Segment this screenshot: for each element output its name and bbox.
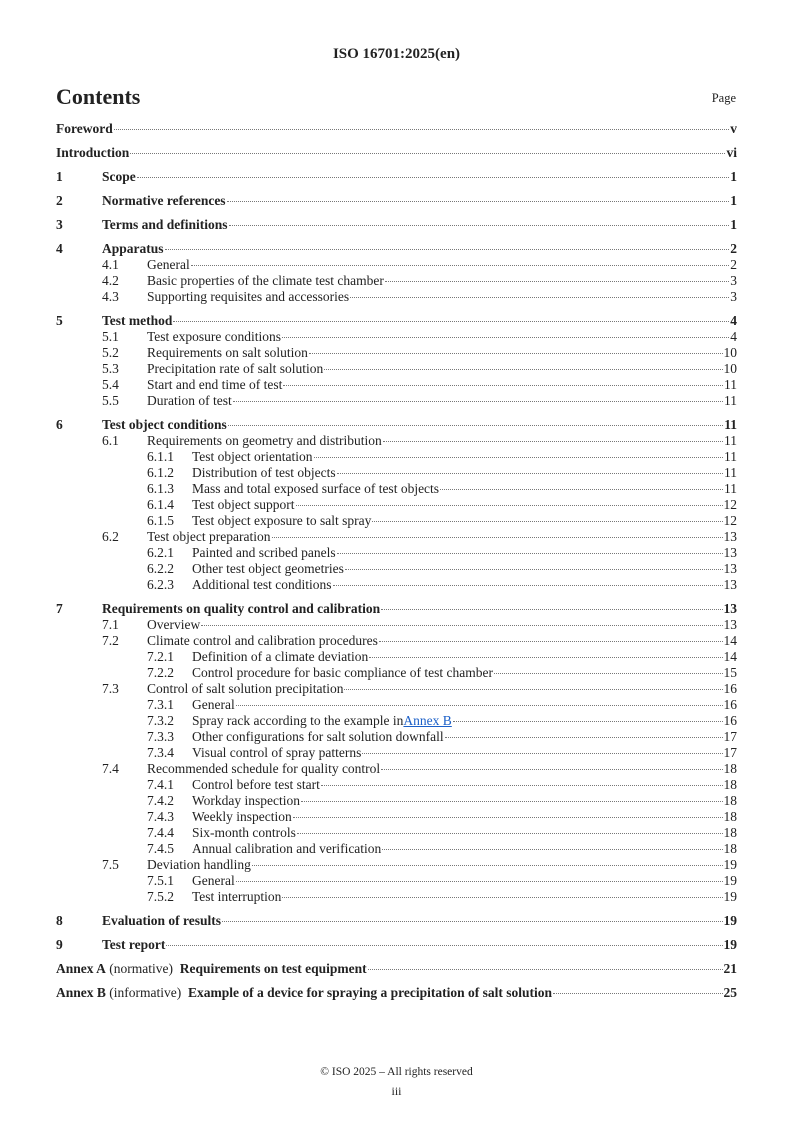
toc-number: 7.3.3: [147, 729, 174, 744]
dot-leader: [166, 945, 722, 946]
toc-entry[interactable]: [56, 665, 737, 681]
toc-entry[interactable]: [56, 257, 737, 273]
toc-page: 11: [724, 393, 737, 408]
toc-entry[interactable]: [56, 809, 737, 825]
toc-number: 6: [56, 417, 63, 432]
dot-leader: [229, 225, 730, 226]
toc-entry[interactable]: [56, 217, 737, 233]
dot-leader: [236, 705, 723, 706]
toc-number: 6.2.2: [147, 561, 174, 576]
toc-page: 11: [724, 417, 737, 432]
toc-title: Start and end time of test: [147, 377, 283, 392]
toc-page: 21: [723, 961, 737, 976]
dot-leader: [233, 401, 723, 402]
dot-leader: [440, 489, 723, 490]
annex-type: (informative): [109, 985, 182, 1000]
toc-title: Basic properties of the climate test chamber: [147, 273, 384, 288]
toc-title: Introduction: [56, 145, 130, 160]
toc-number: 6.2.3: [147, 577, 174, 592]
toc-entry[interactable]: [56, 529, 737, 545]
toc-title: Evaluation of results: [102, 913, 222, 928]
toc-page: 10: [723, 361, 737, 376]
toc-entry[interactable]: [56, 577, 737, 593]
dot-leader: [165, 249, 730, 250]
page-number: iii: [391, 1084, 402, 1098]
toc-page: 11: [724, 465, 737, 480]
toc-page: 3: [730, 273, 737, 288]
dot-leader: [385, 281, 729, 282]
toc-entry[interactable]: [56, 377, 737, 393]
toc-number: 7.5.2: [147, 889, 174, 904]
toc-title: Normative references: [102, 193, 226, 208]
dot-leader: [383, 441, 723, 442]
toc-page: 16: [723, 697, 737, 712]
toc-page: 18: [723, 825, 737, 840]
toc-page: 13: [723, 561, 737, 576]
toc-entry[interactable]: [56, 985, 737, 1001]
toc-number: 5: [56, 313, 63, 328]
toc-title: Test object exposure to salt spray: [192, 513, 372, 528]
toc-number: 7.5: [102, 857, 119, 872]
toc-page: 1: [730, 217, 737, 232]
toc-entry[interactable]: [56, 793, 737, 809]
page-column-label: Page: [711, 91, 736, 105]
toc-title: Six-month controls: [192, 825, 296, 840]
toc-number: 7.3: [102, 681, 119, 696]
toc-title: Supporting requisites and accessories: [147, 289, 350, 304]
toc-title: Control before test start: [192, 777, 320, 792]
annex-type: (normative): [109, 961, 173, 976]
dot-leader: [114, 129, 730, 130]
toc-number: 7.2.1: [147, 649, 174, 664]
toc-entry[interactable]: [56, 561, 737, 577]
dot-leader: [321, 785, 723, 786]
dot-leader: [372, 521, 722, 522]
toc-number: 7.3.1: [147, 697, 174, 712]
toc-entry[interactable]: [56, 121, 737, 137]
toc-number: 2: [56, 193, 63, 208]
toc-page: 13: [723, 577, 737, 592]
toc-page: 13: [723, 545, 737, 560]
toc-title: Test interruption: [192, 889, 282, 904]
toc-entry[interactable]: [56, 729, 737, 745]
dot-leader: [227, 201, 730, 202]
toc-number: 7.5.1: [147, 873, 174, 888]
dot-leader: [368, 969, 723, 970]
toc-page: 18: [723, 809, 737, 824]
toc-entry[interactable]: [56, 889, 737, 905]
toc-entry[interactable]: [56, 481, 737, 497]
toc-page: 25: [723, 985, 737, 1000]
toc-title: Requirements on test equipment: [179, 961, 367, 976]
toc-number: 7.3.2: [147, 713, 174, 728]
toc-title: Test object preparation: [147, 529, 271, 544]
dot-leader: [445, 737, 723, 738]
toc-entry[interactable]: [56, 745, 737, 761]
toc-page: v: [730, 121, 737, 136]
dot-leader: [228, 425, 723, 426]
toc-entry[interactable]: [56, 193, 737, 209]
toc-entry[interactable]: [56, 313, 737, 329]
toc-page: 14: [723, 633, 737, 648]
dot-leader: [272, 537, 723, 538]
toc-title: Recommended schedule for quality control: [147, 761, 381, 776]
toc-page: 10: [723, 345, 737, 360]
toc-page: 4: [730, 329, 737, 344]
toc-page: 18: [723, 793, 737, 808]
dot-leader: [350, 297, 729, 298]
toc-number: 7.4.5: [147, 841, 174, 856]
dot-leader: [137, 177, 730, 178]
toc-number: 5.2: [102, 345, 119, 360]
toc-title: Control of salt solution precipitation: [147, 681, 344, 696]
toc-entry[interactable]: [56, 545, 737, 561]
toc-page: 19: [723, 857, 737, 872]
toc-entry[interactable]: [56, 329, 737, 345]
toc-entry[interactable]: [56, 913, 737, 929]
toc-number: 5.1: [102, 329, 119, 344]
toc-number: 1: [56, 169, 63, 184]
toc-page: 12: [723, 497, 737, 512]
toc-title: Other configurations for salt solution downfall: [192, 729, 444, 744]
dot-leader: [293, 817, 723, 818]
dot-leader: [494, 673, 722, 674]
toc-number: 6.1.5: [147, 513, 174, 528]
annex-label: Annex B: [56, 985, 106, 1000]
toc-page: 13: [723, 617, 737, 632]
toc-title: Deviation handling: [147, 857, 251, 872]
toc-entry[interactable]: [56, 601, 737, 617]
toc-page: 15: [723, 665, 737, 680]
toc-entry[interactable]: [56, 433, 737, 449]
toc-number: 4.1: [102, 257, 119, 272]
toc-number: 6.2: [102, 529, 119, 544]
toc-entry[interactable]: [56, 273, 737, 289]
toc-page: 4: [730, 313, 737, 328]
toc-entry[interactable]: [56, 873, 737, 889]
dot-leader: [337, 553, 723, 554]
toc-entry[interactable]: [56, 777, 737, 793]
toc-page: 19: [723, 873, 737, 888]
toc-entry[interactable]: [56, 649, 737, 665]
dot-leader: [382, 849, 722, 850]
dot-leader: [309, 353, 723, 354]
document-header: ISO 16701:2025(en): [332, 46, 461, 62]
toc-entry[interactable]: [56, 361, 737, 377]
toc-title: Scope: [102, 169, 136, 184]
toc-number: 5.5: [102, 393, 119, 408]
toc-entry[interactable]: [56, 513, 737, 529]
toc-page: 11: [724, 433, 737, 448]
dot-leader: [324, 369, 722, 370]
toc-page: 13: [723, 529, 737, 544]
toc-number: 7.2: [102, 633, 119, 648]
dot-leader: [173, 321, 729, 322]
toc-title: General: [147, 257, 190, 272]
toc-title: Definition of a climate deviation: [192, 649, 369, 664]
dot-leader: [379, 641, 723, 642]
toc-number: 7: [56, 601, 63, 616]
toc-title: Visual control of spray patterns: [192, 745, 362, 760]
toc-entry[interactable]: [56, 145, 737, 161]
toc-title: Painted and scribed panels: [192, 545, 336, 560]
toc-page: 18: [723, 841, 737, 856]
dot-leader: [333, 585, 723, 586]
toc-title: Test method: [102, 313, 173, 328]
dot-leader: [222, 921, 722, 922]
dot-leader: [314, 457, 723, 458]
toc-page: 19: [723, 913, 737, 928]
toc-title: Requirements on geometry and distribution: [147, 433, 382, 448]
dot-leader: [201, 625, 722, 626]
toc-title: General: [192, 873, 235, 888]
toc-number: 8: [56, 913, 63, 928]
toc-entry[interactable]: [56, 449, 737, 465]
toc-title: Mass and total exposed surface of test objects: [192, 481, 440, 496]
toc-title: Other test object geometries: [192, 561, 344, 576]
toc-number: 5.4: [102, 377, 119, 392]
toc-entry[interactable]: [56, 393, 737, 409]
toc-number: 7.2.2: [147, 665, 174, 680]
toc-page: 17: [723, 745, 737, 760]
dot-leader: [283, 385, 723, 386]
toc-entry[interactable]: [56, 761, 737, 777]
toc-entry[interactable]: [56, 465, 737, 481]
toc-page: 11: [724, 449, 737, 464]
toc-title: Terms and definitions: [102, 217, 228, 232]
toc-number: 7.3.4: [147, 745, 174, 760]
toc-entry[interactable]: [56, 497, 737, 513]
toc-number: 7.4.1: [147, 777, 174, 792]
toc-number: 5.3: [102, 361, 119, 376]
dot-leader: [453, 721, 723, 722]
dot-leader: [337, 473, 723, 474]
toc-page: 1: [730, 193, 737, 208]
toc-title: Test object orientation: [192, 449, 313, 464]
toc-title: Distribution of test objects: [192, 465, 336, 480]
toc-entry[interactable]: [56, 345, 737, 361]
toc-entry[interactable]: [56, 697, 737, 713]
toc-page: 13: [723, 601, 737, 616]
toc-title: Test object support: [192, 497, 295, 512]
toc-number: 4.2: [102, 273, 119, 288]
toc-number: 6.1.3: [147, 481, 174, 496]
toc-number: 4: [56, 241, 63, 256]
toc-title: Weekly inspection: [192, 809, 292, 824]
toc-number: 6.1.2: [147, 465, 174, 480]
toc-entry[interactable]: [56, 841, 737, 857]
dot-leader: [236, 881, 723, 882]
toc-number: 7.1: [102, 617, 119, 632]
toc-number: 4.3: [102, 289, 119, 304]
toc-number: 6.1.4: [147, 497, 174, 512]
copyright-footer: © ISO 2025 – All rights reserved: [320, 1066, 473, 1078]
toc-number: 3: [56, 217, 63, 232]
toc-title: Requirements on salt solution: [147, 345, 308, 360]
toc-page: 1: [730, 169, 737, 184]
toc-title: Climate control and calibration procedures: [147, 633, 378, 648]
toc-title: General: [192, 697, 235, 712]
toc-title: Additional test conditions: [192, 577, 332, 592]
toc-entry[interactable]: [56, 681, 737, 697]
toc-page: 18: [723, 761, 737, 776]
toc-entry[interactable]: [56, 633, 737, 649]
toc-page: 19: [723, 937, 737, 952]
toc-title: Spray rack according to the example in: [192, 713, 404, 728]
toc-number: 7.4: [102, 761, 119, 776]
toc-entry[interactable]: [56, 241, 737, 257]
toc-number: 6.1.1: [147, 449, 174, 464]
toc-title: Requirements on quality control and calibration: [102, 601, 381, 616]
toc-title: Control procedure for basic compliance of test chamber: [192, 665, 494, 680]
dot-leader: [344, 689, 722, 690]
toc-number: 6.1: [102, 433, 119, 448]
toc-page: 2: [730, 257, 737, 272]
dot-leader: [252, 865, 723, 866]
dot-leader: [296, 505, 723, 506]
toc-title: Test exposure conditions: [147, 329, 282, 344]
dot-leader: [345, 569, 723, 570]
dot-leader: [130, 153, 725, 154]
dot-leader: [381, 609, 722, 610]
dot-leader: [282, 337, 729, 338]
annex-label: Annex A: [56, 961, 106, 976]
dot-leader: [553, 993, 723, 994]
dot-leader: [362, 753, 722, 754]
toc-number: 7.4.4: [147, 825, 174, 840]
toc-page: 17: [723, 729, 737, 744]
toc-title: Annual calibration and verification: [192, 841, 382, 856]
toc-page: 16: [723, 681, 737, 696]
toc-page: 12: [723, 513, 737, 528]
toc-entry[interactable]: [56, 713, 737, 729]
toc-page: 18: [723, 777, 737, 792]
toc-title: Apparatus: [102, 241, 164, 256]
toc-page: 19: [723, 889, 737, 904]
toc-entry[interactable]: [56, 825, 737, 841]
toc-entry[interactable]: [56, 289, 737, 305]
toc-number: 7.4.2: [147, 793, 174, 808]
toc-entry[interactable]: [56, 417, 737, 433]
toc-number: 9: [56, 937, 63, 952]
toc-title: Test report: [102, 937, 166, 952]
toc-title: Precipitation rate of salt solution: [147, 361, 324, 376]
toc-title: Example of a device for spraying a precipitation of salt solution: [188, 985, 552, 1000]
dot-leader: [369, 657, 722, 658]
toc-number: 7.4.3: [147, 809, 174, 824]
toc-entry[interactable]: [56, 857, 737, 873]
table-of-contents: [56, 121, 737, 1001]
annex-b-link[interactable]: Annex B: [403, 713, 452, 728]
toc-entry[interactable]: [56, 937, 737, 953]
toc-entry[interactable]: [56, 169, 737, 185]
toc-title: Overview: [147, 617, 201, 632]
toc-title: Duration of test: [147, 393, 232, 408]
dot-leader: [301, 801, 722, 802]
toc-page: 16: [723, 713, 737, 728]
toc-page: 3: [730, 289, 737, 304]
toc-title: Workday inspection: [192, 793, 301, 808]
toc-entry[interactable]: [56, 961, 737, 977]
dot-leader: [191, 265, 730, 266]
toc-page: 2: [730, 241, 737, 256]
toc-entry[interactable]: [56, 617, 737, 633]
toc-page: 11: [724, 481, 737, 496]
dot-leader: [381, 769, 722, 770]
toc-page: 11: [724, 377, 737, 392]
dot-leader: [297, 833, 723, 834]
toc-number: 6.2.1: [147, 545, 174, 560]
toc-title: Foreword: [56, 121, 113, 136]
page-title: Contents: [56, 84, 141, 109]
toc-page: 14: [723, 649, 737, 664]
toc-page: vi: [726, 145, 737, 160]
toc-title: Test object conditions: [102, 417, 227, 432]
dot-leader: [282, 897, 722, 898]
